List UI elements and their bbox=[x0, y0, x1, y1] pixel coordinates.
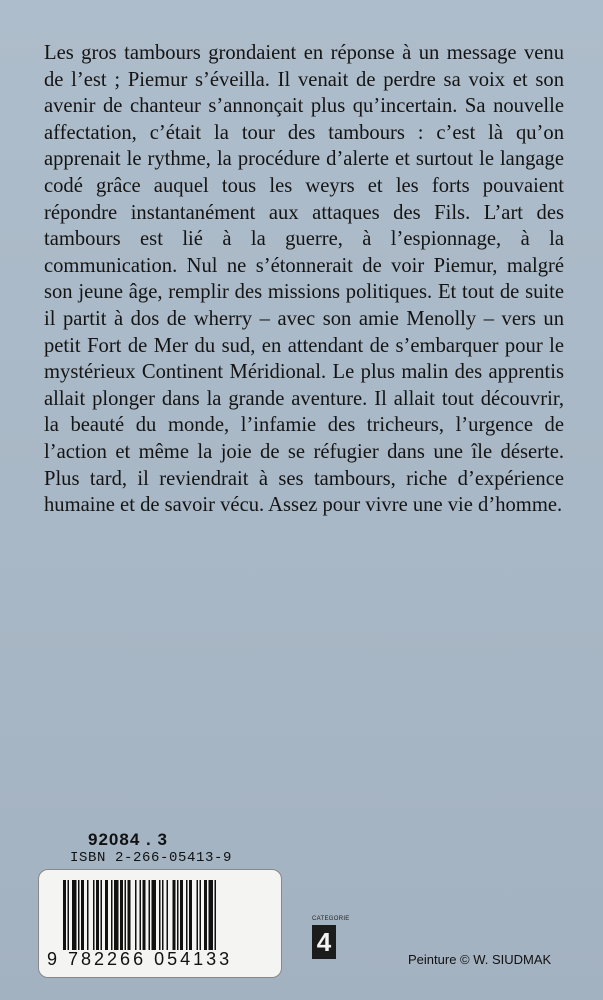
category-number: 4 bbox=[312, 925, 336, 959]
blurb-text: Les gros tambours grondaient en réponse à un message venu de l’est ; Piemur s’éveilla. Il venait de perdre sa voix et son avenir de chanteur s’annonçait plus qu’incertain. Sa nouvelle affectation, c’était la tour des tambours : c’est là qu’on apprenait le rythme, la procédure d’alerte et surtout le langage codé grâce auquel tous les weyrs et les forts pouvaient répondre instantanément aux attaques des Fils. L’art des tambours est lié à la guerre, à l’espionnage, à la communication. Nul ne s’étonnerait de voir Piemur, malgré son jeune âge, remplir des missions politiques. Et tout de suite il partit à dos de wherry – avec son amie Menolly – vers un petit Fort de Mer du sud, en attendant de s’embarquer pour le mystérieux Continent Méridional. Le plus malin des apprentis allait plonger dans la grande aventure. Il allait tout découvrir, la beauté du monde, l’infamie des tricheurs, l’urgence de l’action et même la joie de se réfugier dans une île déserte. Plus tard, il reviendrait à ses tambours, riche d’expérience humaine et de savoir vécu. Assez pour vivre une vie d’homme. bbox=[44, 42, 564, 517]
barcode-icon bbox=[63, 880, 269, 950]
cover-art-credit: Peinture © W. SIUDMAK bbox=[408, 952, 552, 967]
catalog-code: 92084 . 3 bbox=[88, 830, 168, 849]
isbn: ISBN 2-266-05413-9 bbox=[70, 850, 233, 866]
category-label: CATEGORIE bbox=[312, 916, 350, 922]
barcode-digits: 9 782266 054133 bbox=[47, 949, 233, 969]
barcode-label bbox=[38, 869, 282, 978]
